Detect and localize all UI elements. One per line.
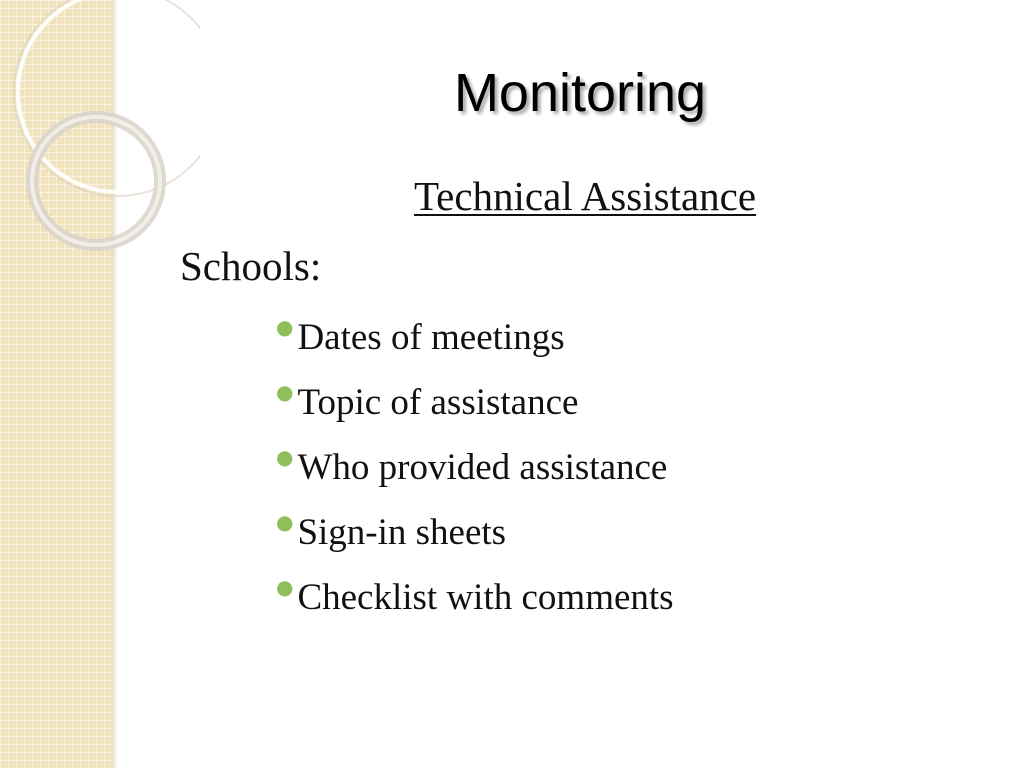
decorative-rings-graphic bbox=[0, 0, 200, 260]
section-label-schools: Schools: bbox=[180, 243, 322, 289]
bullet-text: Who provided assistance bbox=[297, 447, 668, 488]
slide-title: Monitoring bbox=[453, 63, 707, 123]
bullet-item bbox=[276, 446, 674, 511]
bullet-item bbox=[276, 511, 674, 576]
slide-subtitle: Technical Assistance bbox=[413, 173, 757, 219]
bullet-item bbox=[276, 381, 674, 446]
bullet-text: Checklist with comments bbox=[297, 577, 674, 618]
bullet-list bbox=[276, 316, 674, 641]
bullet-item bbox=[276, 576, 674, 641]
bullet-dot-icon: ● bbox=[276, 380, 294, 404]
bullet-item bbox=[276, 316, 674, 381]
bullet-dot-icon: ● bbox=[276, 575, 294, 599]
bullet-dot-icon: ● bbox=[276, 510, 294, 534]
bullet-dot-icon: ● bbox=[276, 445, 294, 469]
decorative-ring-large bbox=[18, 0, 200, 192]
bullet-text: Topic of assistance bbox=[297, 382, 579, 423]
bullet-dot-icon: ● bbox=[276, 315, 294, 339]
bullet-text: Dates of meetings bbox=[297, 317, 565, 358]
bullet-text: Sign-in sheets bbox=[297, 512, 507, 553]
decorative-ring-small-highlight bbox=[32, 117, 160, 245]
